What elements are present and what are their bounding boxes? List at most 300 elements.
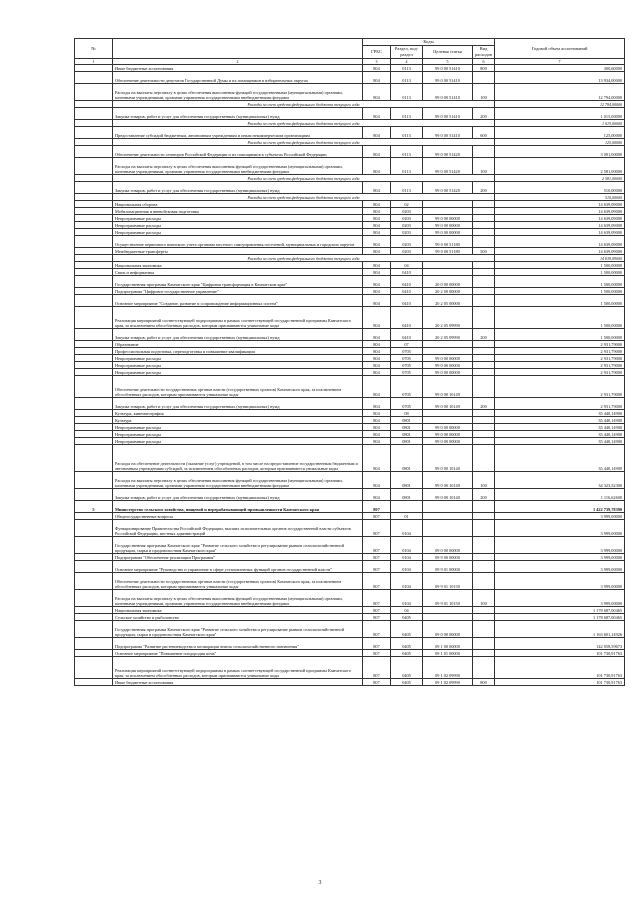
- row-grbs: 804: [363, 423, 391, 430]
- row-csr: 20 2 00 00000: [423, 287, 473, 294]
- row-csr: 99 0 00 51410: [423, 71, 473, 83]
- row-grbs: 804: [363, 228, 391, 235]
- row-razdel: 0705: [391, 375, 423, 397]
- table-row: [75, 145, 625, 157]
- row-num: [75, 340, 113, 347]
- row-vr: [473, 71, 495, 83]
- row-razdel: [391, 500, 423, 512]
- row-vr: [473, 228, 495, 235]
- budget-table: [74, 38, 625, 686]
- row-razdel: 0410: [391, 294, 423, 306]
- note-text: Расходы за счет средств федерального бюджета текущего года: [113, 119, 495, 126]
- row-vr: [473, 536, 495, 553]
- table-row: [75, 207, 625, 214]
- row-grbs: 804: [363, 157, 391, 174]
- row-vr: 600: [473, 126, 495, 138]
- table-row: [75, 71, 625, 83]
- row-razdel: 02: [391, 200, 423, 207]
- row-num: [75, 656, 113, 678]
- note-row: [75, 138, 625, 145]
- row-csr: 99 0 00 51410: [423, 64, 473, 71]
- row-amount: 125,00000: [495, 126, 625, 138]
- row-grbs: 804: [363, 83, 391, 100]
- row-amount: 1 500,00000: [495, 328, 625, 340]
- row-name: Непрограммные расходы: [113, 354, 363, 361]
- table-row: [75, 620, 625, 637]
- row-num: [75, 306, 113, 328]
- row-num: [75, 200, 113, 207]
- row-grbs: 804: [363, 397, 391, 409]
- row-amount: 14 639,09000: [495, 200, 625, 207]
- row-amount: 1 500,00000: [495, 306, 625, 328]
- row-amount: 1 500,00000: [495, 261, 625, 268]
- row-amount: 142 058,59673: [495, 637, 625, 649]
- table-row: [75, 444, 625, 471]
- row-name: Основное мероприятие "Создание, развитие и сопровождение информационных систем": [113, 294, 363, 306]
- row-name: Иные бюджетные ассигнования: [113, 678, 363, 685]
- row-razdel: 0410: [391, 306, 423, 328]
- row-csr: 99 0 00 00000: [423, 368, 473, 375]
- row-name: Национальная экономика: [113, 261, 363, 268]
- row-name: Профессиональная подготовка, переподготовка и повышение квалификации: [113, 347, 363, 354]
- row-amount: 1 163 601,14926: [495, 620, 625, 637]
- row-name: Расходы на выплаты персоналу в целях обеспечения выполнения функций государственными (муниципальными) органами, казенными учреждениями, органами управления государственными внебюджетными фондами: [113, 471, 363, 488]
- row-amount: 14 639,09000: [495, 254, 625, 261]
- row-csr: [423, 416, 473, 423]
- row-name: Государственная программа Камчатского края "Развитие сельского хозяйства и регулирование рынков сельскохозяйственной продукции, сырья и продовольствия Камчатского края": [113, 536, 363, 553]
- row-razdel: 0705: [391, 354, 423, 361]
- row-grbs: 807: [363, 572, 391, 589]
- row-csr: 99 0 00 00000: [423, 430, 473, 437]
- row-grbs: 807: [363, 656, 391, 678]
- row-amount: 14 639,09000: [495, 221, 625, 228]
- header-grbs: ГРБС: [363, 45, 391, 58]
- row-grbs: 804: [363, 145, 391, 157]
- row-num: [75, 347, 113, 354]
- table-row: [75, 423, 625, 430]
- row-vr: 100: [473, 83, 495, 100]
- row-amount: 14 639,09000: [495, 214, 625, 221]
- row-vr: [473, 416, 495, 423]
- row-csr: 99 0 00 00000: [423, 228, 473, 235]
- row-amount: 35 440,14900: [495, 423, 625, 430]
- table-row: [75, 375, 625, 397]
- row-name: Подпрограмма "Развитие растениеводства и мелиорация земель сельскохозяйственного назначения": [113, 637, 363, 649]
- row-csr: [423, 606, 473, 613]
- row-amount: 2 931,79000: [495, 368, 625, 375]
- row-csr: 20 2 05 09990: [423, 328, 473, 340]
- table-row: [75, 340, 625, 347]
- row-csr: 99 0 00 10140: [423, 471, 473, 488]
- table-row: [75, 347, 625, 354]
- row-vr: [473, 347, 495, 354]
- row-razdel: 08: [391, 409, 423, 416]
- row-num: [75, 100, 113, 107]
- row-name: Непрограммные расходы: [113, 361, 363, 368]
- note-row: [75, 174, 625, 181]
- row-name: Обеспечение деятельности государственных органов власти (государственных органов) Камчатского края, за исключением обособленных расходов, которым присваиваются уникальные коды: [113, 375, 363, 397]
- row-amount: 101 730,91763: [495, 678, 625, 685]
- row-amount: 3 999,00000: [495, 560, 625, 572]
- row-amount: 1 178 687,00465: [495, 606, 625, 613]
- row-razdel: 0203: [391, 221, 423, 228]
- row-grbs: 804: [363, 275, 391, 287]
- row-csr: 99 0 00 10149: [423, 397, 473, 409]
- row-num: [75, 126, 113, 138]
- table-row: [75, 181, 625, 193]
- table-row: [75, 606, 625, 613]
- row-grbs: 804: [363, 409, 391, 416]
- row-name: Непрограммные расходы: [113, 221, 363, 228]
- row-num: [75, 572, 113, 589]
- row-razdel: 0203: [391, 235, 423, 247]
- row-csr: [423, 261, 473, 268]
- row-vr: 800: [473, 678, 495, 685]
- row-amount: 510,00000: [495, 193, 625, 200]
- row-name: Образование: [113, 340, 363, 347]
- table-row: [75, 437, 625, 444]
- row-name: Непрограммные расходы: [113, 437, 363, 444]
- row-num: [75, 174, 113, 181]
- row-num: [75, 235, 113, 247]
- row-razdel: 0705: [391, 397, 423, 409]
- row-csr: 99 0 00 51410: [423, 126, 473, 138]
- row-grbs: 804: [363, 287, 391, 294]
- table-row: [75, 572, 625, 589]
- row-num: [75, 361, 113, 368]
- row-vr: [473, 409, 495, 416]
- row-name: Непрограммные расходы: [113, 423, 363, 430]
- row-grbs: 804: [363, 71, 391, 83]
- note-text: Расходы за счет средств федерального бюджета текущего года: [113, 174, 495, 181]
- row-csr: [423, 519, 473, 536]
- row-num: [75, 409, 113, 416]
- row-name: Мобилизационная и вневойсковая подготовка: [113, 207, 363, 214]
- row-grbs: 804: [363, 126, 391, 138]
- row-num: [75, 423, 113, 430]
- row-grbs: 804: [363, 471, 391, 488]
- row-vr: 100: [473, 589, 495, 606]
- row-razdel: 0113: [391, 126, 423, 138]
- row-amount: 1 178 687,00465: [495, 613, 625, 620]
- row-grbs: 804: [363, 430, 391, 437]
- table-row: [75, 536, 625, 553]
- row-name: Расходы на выплаты персоналу в целях обеспечения выполнения функций государственными (муниципальными) органами, казенными учреждениями, органами управления государственными внебюджетными фондами: [113, 83, 363, 100]
- row-grbs: 804: [363, 221, 391, 228]
- row-name: Иные бюджетные ассигнования: [113, 64, 363, 71]
- row-razdel: 0405: [391, 613, 423, 620]
- table-row: [75, 221, 625, 228]
- row-name: Национальная оборона: [113, 200, 363, 207]
- row-csr: [423, 500, 473, 512]
- row-csr: 99 0 00 51420: [423, 145, 473, 157]
- row-num: [75, 107, 113, 119]
- table-row: [75, 228, 625, 235]
- row-razdel: 0801: [391, 423, 423, 430]
- row-grbs: 804: [363, 488, 391, 500]
- row-num: [75, 649, 113, 656]
- row-amount: 1 015,00000: [495, 107, 625, 119]
- row-razdel: 0104: [391, 553, 423, 560]
- row-name: Непрограммные расходы: [113, 214, 363, 221]
- row-name: Функционирование Правительства Российской Федерации, высших исполнительных органов государственной власти субъектов Российской Федерации, местных администраций: [113, 519, 363, 536]
- table-row: [75, 512, 625, 519]
- row-num: [75, 444, 113, 471]
- header-row-top: [75, 39, 625, 46]
- section-row: [75, 500, 625, 512]
- row-csr: [423, 268, 473, 275]
- column-index: 2: [113, 58, 363, 64]
- table-row: [75, 613, 625, 620]
- row-razdel: 0705: [391, 361, 423, 368]
- table-row: [75, 397, 625, 409]
- column-index: 5: [423, 58, 473, 64]
- row-csr: 09 1 00 00000: [423, 637, 473, 649]
- row-razdel: 0203: [391, 214, 423, 221]
- row-num: [75, 637, 113, 649]
- row-amount: 13 934,00000: [495, 71, 625, 83]
- table-row: [75, 83, 625, 100]
- row-amount: 1 500,00000: [495, 268, 625, 275]
- row-vr: [473, 200, 495, 207]
- row-num: [75, 71, 113, 83]
- row-razdel: 0405: [391, 637, 423, 649]
- row-name: Обеспечение деятельности депутатов Государственной Думы и их помощников в избирательных округах: [113, 71, 363, 83]
- row-amount: 35 440,14900: [495, 444, 625, 471]
- row-grbs: 807: [363, 500, 391, 512]
- row-amount: 3 999,00000: [495, 589, 625, 606]
- row-amount: 35 440,14900: [495, 430, 625, 437]
- header-total: Годовой объем ассигнований: [495, 39, 625, 59]
- row-amount: 3 091,00000: [495, 145, 625, 157]
- row-csr: 99 0 00 00000: [423, 437, 473, 444]
- row-num: [75, 181, 113, 193]
- row-vr: [473, 361, 495, 368]
- row-grbs: 807: [363, 613, 391, 620]
- row-amount: 3 999,00000: [495, 553, 625, 560]
- table-row: [75, 200, 625, 207]
- row-csr: [423, 512, 473, 519]
- row-amount: 3 999,00000: [495, 572, 625, 589]
- row-amount: 14 639,09000: [495, 235, 625, 247]
- row-grbs: 804: [363, 328, 391, 340]
- row-grbs: 804: [363, 107, 391, 119]
- row-amount: 3 999,00000: [495, 512, 625, 519]
- row-vr: 200: [473, 397, 495, 409]
- table-row: [75, 553, 625, 560]
- table-row: [75, 678, 625, 685]
- row-csr: 99 0 00 00000: [423, 214, 473, 221]
- row-num: [75, 678, 113, 685]
- row-amount: 2 931,79000: [495, 347, 625, 354]
- row-amount: 35 440,14900: [495, 416, 625, 423]
- row-name: Культура, кинематография: [113, 409, 363, 416]
- column-index: 3: [363, 58, 391, 64]
- row-num: 5: [75, 500, 113, 512]
- column-index: 4: [391, 58, 423, 64]
- row-grbs: 804: [363, 207, 391, 214]
- row-razdel: 04: [391, 606, 423, 613]
- row-csr: 99 0 00 10140: [423, 488, 473, 500]
- row-grbs: 807: [363, 637, 391, 649]
- row-razdel: 0113: [391, 71, 423, 83]
- row-razdel: 0405: [391, 620, 423, 637]
- table-row: [75, 235, 625, 247]
- row-name: Сельское хозяйство и рыболовство: [113, 613, 363, 620]
- table-row: [75, 214, 625, 221]
- row-name: Основное мероприятие "Повышение плодородия почв": [113, 649, 363, 656]
- row-num: [75, 268, 113, 275]
- table-row: [75, 294, 625, 306]
- row-amount: 125,00000: [495, 138, 625, 145]
- table-row: [75, 354, 625, 361]
- row-amount: 2 931,79000: [495, 340, 625, 347]
- row-csr: 99 0 00 00000: [423, 361, 473, 368]
- row-razdel: 0113: [391, 181, 423, 193]
- row-name: Закупка товаров, работ и услуг для обеспечения государственных (муниципальных) нужд: [113, 397, 363, 409]
- row-name: Министерство сельского хозяйства, пищевой и перерабатывающей промышленности Камчатского края: [113, 500, 363, 512]
- row-name: Расходы на обеспечение деятельности (оказание услуг) учреждений, в том числе на предоставление государственным бюджетным и автономным учреждениям субсидий, за исключением обособленных расходов, которым присваиваются уникальные коды: [113, 444, 363, 471]
- row-name: Культура: [113, 416, 363, 423]
- row-razdel: 01: [391, 512, 423, 519]
- table-row: [75, 637, 625, 649]
- row-amount: 1 500,00000: [495, 287, 625, 294]
- row-num: [75, 536, 113, 553]
- header-csr: Целевая статья: [423, 45, 473, 58]
- budget-table-sheet: [74, 38, 624, 686]
- row-vr: [473, 606, 495, 613]
- table-row: [75, 488, 625, 500]
- row-razdel: 0104: [391, 589, 423, 606]
- row-amount: 101 730,91763: [495, 656, 625, 678]
- row-grbs: 804: [363, 444, 391, 471]
- row-csr: 20 0 00 00000: [423, 275, 473, 287]
- row-amount: 2 931,79000: [495, 397, 625, 409]
- row-vr: [473, 261, 495, 268]
- row-vr: [473, 221, 495, 228]
- row-vr: [473, 656, 495, 678]
- row-vr: 500: [473, 247, 495, 254]
- table-row: [75, 287, 625, 294]
- row-csr: 09 1 02 09990: [423, 678, 473, 685]
- row-vr: [473, 423, 495, 430]
- row-csr: [423, 613, 473, 620]
- row-vr: [473, 145, 495, 157]
- row-grbs: 807: [363, 519, 391, 536]
- note-text: Расходы за счет средств федерального бюджета текущего года: [113, 254, 495, 261]
- row-razdel: 0104: [391, 560, 423, 572]
- table-row: [75, 157, 625, 174]
- row-csr: [423, 347, 473, 354]
- row-num: [75, 437, 113, 444]
- row-csr: 09 9 01 10150: [423, 589, 473, 606]
- row-razdel: 0410: [391, 287, 423, 294]
- header-num: №: [75, 39, 113, 59]
- row-num: [75, 221, 113, 228]
- row-amount: 3 999,00000: [495, 536, 625, 553]
- row-razdel: 0113: [391, 145, 423, 157]
- row-grbs: 804: [363, 368, 391, 375]
- row-grbs: 807: [363, 606, 391, 613]
- row-grbs: 807: [363, 560, 391, 572]
- row-razdel: 0801: [391, 437, 423, 444]
- row-grbs: 807: [363, 620, 391, 637]
- row-name: Реализация мероприятий соответствующей подпрограммы в рамках соответствующей государственной программы Камчатского края, за исключением обособленных расходов, которым присваиваются уникальные коды: [113, 306, 363, 328]
- row-num: [75, 228, 113, 235]
- column-index: 1: [75, 58, 113, 64]
- row-num: [75, 157, 113, 174]
- row-csr: 99 0 00 10140: [423, 444, 473, 471]
- row-name: Национальная экономика: [113, 606, 363, 613]
- row-num: [75, 138, 113, 145]
- row-razdel: 0113: [391, 64, 423, 71]
- row-amount: 14 639,09000: [495, 228, 625, 235]
- row-num: [75, 488, 113, 500]
- row-razdel: 0405: [391, 656, 423, 678]
- table-row: [75, 656, 625, 678]
- row-amount: 101 730,91763: [495, 649, 625, 656]
- row-num: [75, 620, 113, 637]
- row-amount: 12 794,00000: [495, 100, 625, 107]
- row-vr: [473, 207, 495, 214]
- row-vr: [473, 613, 495, 620]
- row-grbs: 804: [363, 261, 391, 268]
- row-name: Закупка товаров, работ и услуг для обеспечения государственных (муниципальных) нужд: [113, 488, 363, 500]
- table-row: [75, 409, 625, 416]
- row-num: [75, 430, 113, 437]
- row-csr: [423, 340, 473, 347]
- row-razdel: 0113: [391, 157, 423, 174]
- row-grbs: 807: [363, 536, 391, 553]
- row-amount: 1 500,00000: [495, 275, 625, 287]
- row-razdel: 0801: [391, 444, 423, 471]
- row-vr: [473, 294, 495, 306]
- table-row: [75, 519, 625, 536]
- row-num: [75, 368, 113, 375]
- row-razdel: 0410: [391, 275, 423, 287]
- row-num: [75, 512, 113, 519]
- row-grbs: 807: [363, 512, 391, 519]
- row-razdel: 0203: [391, 207, 423, 214]
- row-vr: [473, 430, 495, 437]
- row-vr: [473, 437, 495, 444]
- row-razdel: 0405: [391, 678, 423, 685]
- row-razdel: 04: [391, 261, 423, 268]
- row-name: Расходы на выплаты персоналу в целях обеспечения выполнения функций государственными (муниципальными) органами, казенными учреждениями, органами управления государственными внебюджетными фондами: [113, 589, 363, 606]
- row-name: Подпрограмма "Обеспечение реализации Программы": [113, 553, 363, 560]
- row-grbs: 804: [363, 235, 391, 247]
- row-vr: [473, 444, 495, 471]
- row-amount: 1 422 739,78390: [495, 500, 625, 512]
- table-row: [75, 107, 625, 119]
- row-amount: 12 794,00000: [495, 83, 625, 100]
- row-vr: [473, 275, 495, 287]
- row-csr: [423, 200, 473, 207]
- row-name: Подпрограмма "Цифровое государственное управление": [113, 287, 363, 294]
- row-vr: 800: [473, 64, 495, 71]
- row-csr: 09 0 00 00000: [423, 536, 473, 553]
- table-body: [75, 64, 625, 685]
- row-vr: [473, 306, 495, 328]
- row-name: Закупка товаров, работ и услуг для обеспечения государственных (муниципальных) нужд: [113, 107, 363, 119]
- table-row: [75, 471, 625, 488]
- row-grbs: 807: [363, 678, 391, 685]
- table-row: [75, 126, 625, 138]
- row-name: Расходы на выплаты персоналу в целях обеспечения выполнения функций государственными (муниципальными) органами, казенными учреждениями, органами управления государственными внебюджетными фондами: [113, 157, 363, 174]
- row-grbs: 804: [363, 294, 391, 306]
- row-csr: 09 0 00 00000: [423, 620, 473, 637]
- row-vr: [473, 649, 495, 656]
